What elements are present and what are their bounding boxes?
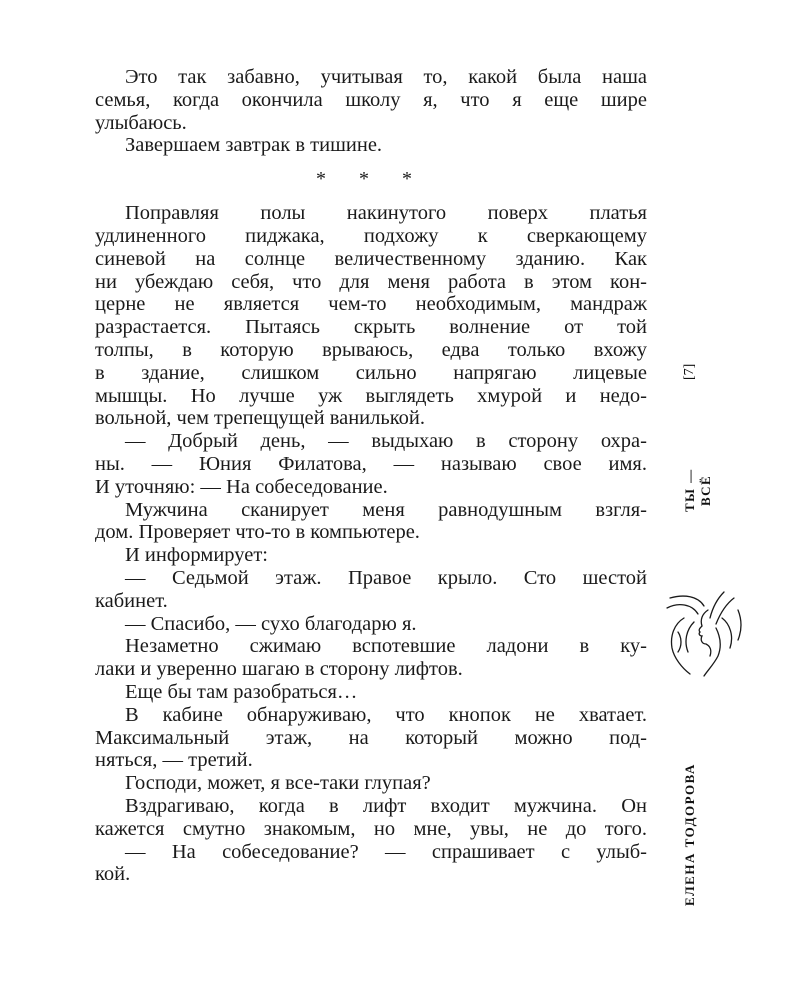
text-line: В кабине обнаруживаю, что кнопок не хватает. [125,703,647,726]
page-number: [7] [682,363,697,381]
text-line: — На собеседование? — спрашивает с улыб- [125,840,647,863]
text-line: Незаметно сжимаю вспотевшие ладони в ку- [125,635,647,658]
text-line: Это так забавно, учитывая то, какой была наша [125,66,647,88]
text-line: Вздрагиваю, когда в лифт входит мужчина. Он [125,794,647,817]
text-line: — Добрый день, — выдыхаю в сторону охра- [125,430,647,453]
paragraph [95,567,647,613]
paragraph [95,681,647,704]
text-line: улыбаюсь. [95,111,187,134]
text-line: синевой на солнце величественному зданию. Как [95,247,647,270]
paragraph [95,134,647,157]
paragraph [95,772,647,795]
text-line: Еще бы там разобраться… [125,680,358,703]
text-line: удлиненного пиджака, подхожу к сверкающему [95,224,647,247]
paragraph [95,430,647,498]
text-line: Мужчина сканирует меня равнодушным взгля- [125,498,647,521]
text-line: семья, когда окончила школу я, что я еще шире [95,88,647,111]
couple-silhouette-icon [664,588,746,678]
paragraph [95,795,647,841]
text-line: ни убеждаю себя, что для меня работа в этом кон- [95,270,647,293]
paragraph [95,635,647,681]
paragraph [95,499,647,545]
text-line: ны. — Юния Филатова, — называю свое имя. [95,452,647,475]
text-line: Завершаем завтрак в тишине. [125,134,383,157]
text-line: вольной, чем трепещущей ванилькой. [95,407,425,430]
text-line: И информирует: [125,544,268,567]
paragraph [95,704,647,772]
text-line: дом. Проверяет что-то в компьютере. [95,521,420,544]
text-line: няться, — третий. [95,749,253,772]
text-line: в здание, слишком сильно напрягаю лицевые [95,361,647,384]
running-title: ТЫ — ВСЁ [682,468,713,512]
text-line: — Седьмой этаж. Правое крыло. Сто шестой [125,566,647,589]
body-text [95,66,647,886]
text-line: кабинет. [95,589,168,612]
author-name: ЕЛЕНА ТОДОРОВА [682,763,697,907]
text-line: кажется смутно знакомым, но мне, увы, не до того. [95,817,647,840]
text-line: И уточняю: — На собеседование. [95,475,388,498]
text-line: Господи, может, я все-таки глупая? [125,772,431,795]
text-line: Максимальный этаж, на который можно под- [95,726,647,749]
text-line: Поправляя полы накинутого поверх платья [125,202,647,225]
text-line: разрастается. Пытаясь скрыть волнение от той [95,316,647,339]
scene-separator: * * * [316,168,426,191]
text-line: толпы, в которую врываюсь, едва только вхожу [95,338,647,361]
paragraph [95,544,647,567]
paragraph [95,202,647,430]
paragraph [95,66,647,134]
paragraph [95,613,647,636]
text-line: лаки и уверенно шагаю в сторону лифтов. [95,658,463,681]
text-line: — Спасибо, — сухо благодарю я. [125,612,417,635]
text-line: церне не является чем-то необходимым, мандраж [95,293,647,316]
paragraph [95,841,647,887]
text-line: мышцы. Но лучше уж выглядеть хмурой и недо- [95,384,647,407]
text-line: кой. [95,863,131,886]
